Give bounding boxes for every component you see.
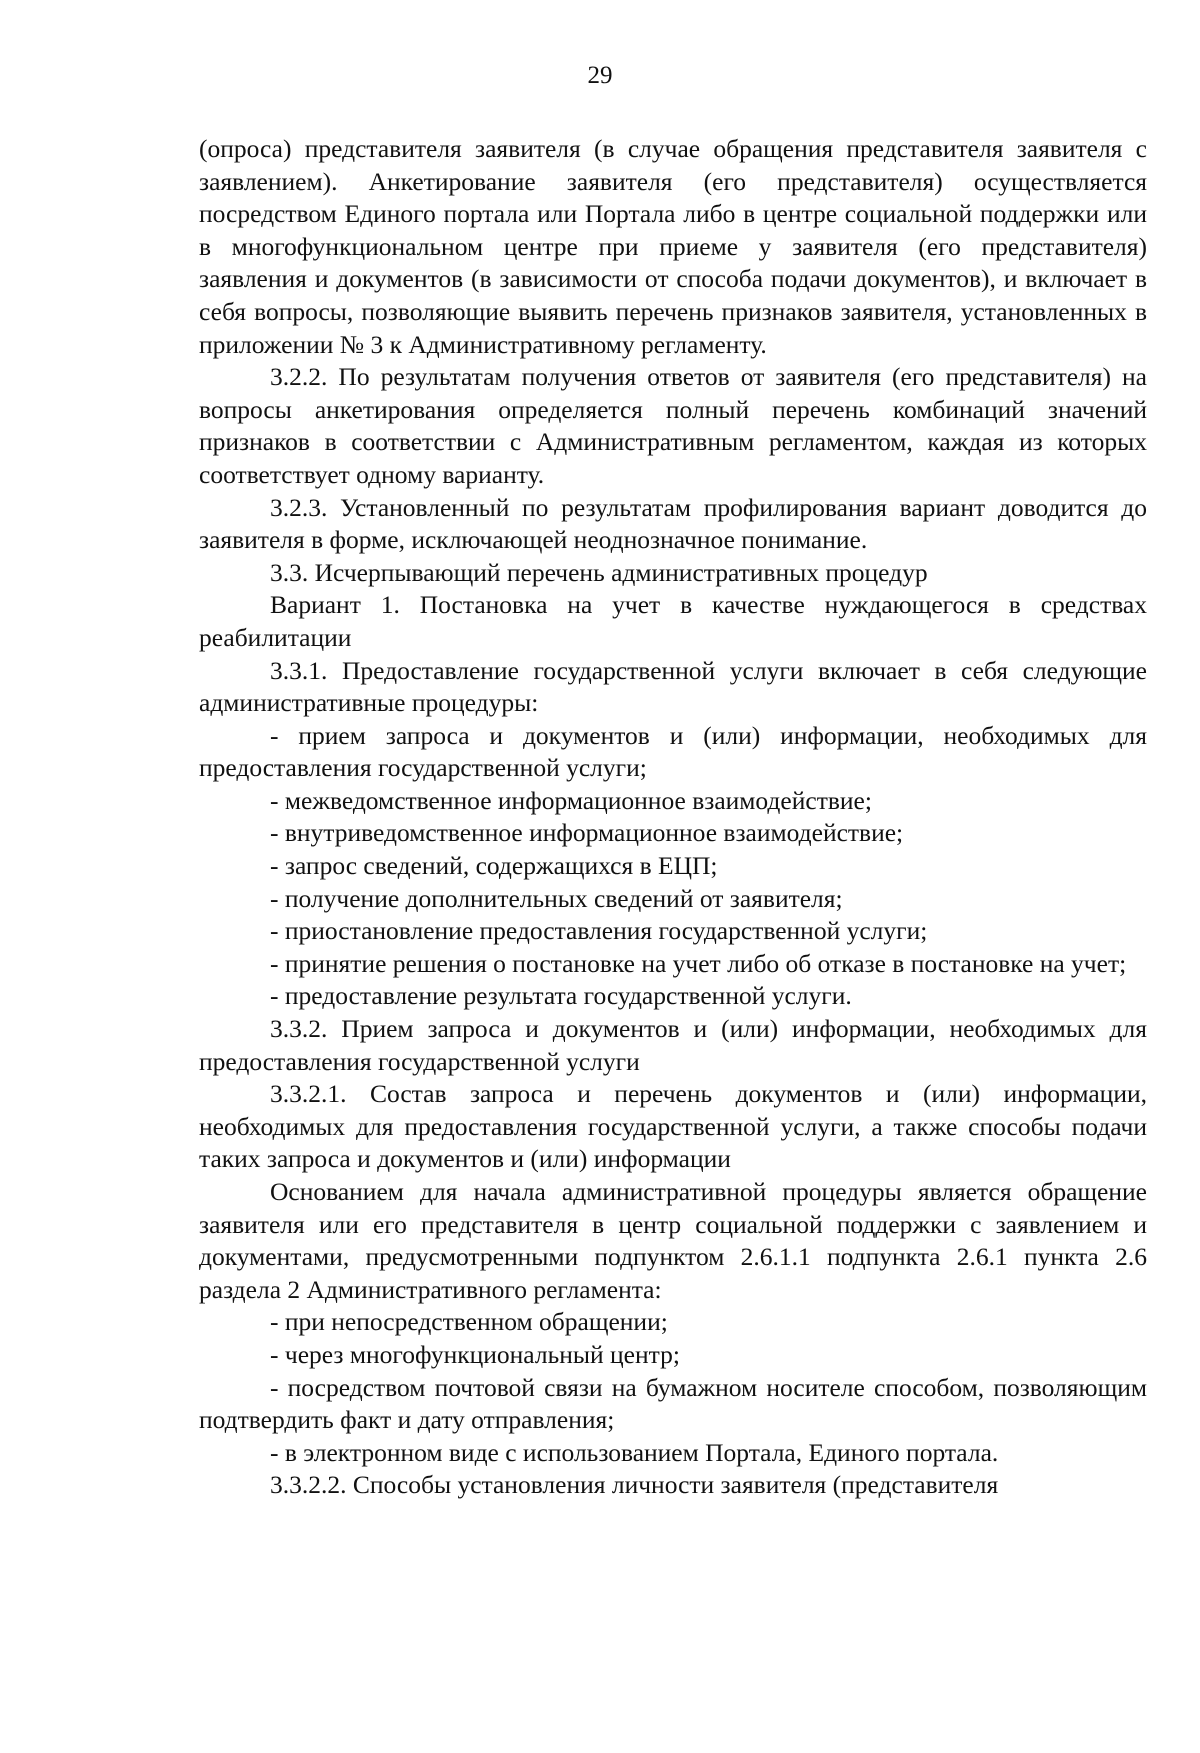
paragraph: 3.2.3. Установленный по результатам профилирования вариант доводится до заявителя в форме, исключающей неоднозначное понимание. xyxy=(199,492,1147,555)
paragraph: - приостановление предоставления государственной услуги; xyxy=(270,916,928,946)
paragraph: - межведомственное информационное взаимодействие; xyxy=(270,785,872,815)
paragraph: Вариант 1. Постановка на учет в качестве нуждающегося в средствах реабилитации xyxy=(199,590,1147,652)
paragraph: 3.3.2. Прием запроса и документов и (или) информации, необходимых для предоставления государственной услуги xyxy=(199,1014,1147,1076)
paragraph: 3.3. Исчерпывающий перечень административных процедур xyxy=(270,557,928,587)
paragraph: - запрос сведений, содержащихся в ЕЦП; xyxy=(270,851,718,881)
paragraph: - при непосредственном обращении; xyxy=(270,1307,668,1337)
paragraph: 3.3.1. Предоставление государственной услуги включает в себя следующие административные процедуры: xyxy=(199,655,1147,718)
paragraph: (опроса) представителя заявителя (в случае обращения представителя заявителя с заявлением). Анкетирование заявителя (его представителя) осуществляется посредством Единого портала или Портала либо в центре социальной поддержки или в многофункциональном центре при приеме у заявителя (его представителя) заявления и документов (в зависимости от способа подачи документов), и включает в себя вопросы, позволяющие выявить перечень признаков заявителя, установленных в приложении № 3 к Административному регламенту. xyxy=(199,134,1147,359)
paragraph: - посредством почтовой связи на бумажном носителе способом, позволяющим подтвердить факт и дату отправления; xyxy=(199,1372,1147,1435)
paragraph: - внутриведомственное информационное взаимодействие; xyxy=(270,818,904,848)
page-number: 29 xyxy=(587,62,613,89)
paragraph: - прием запроса и документов и (или) информации, необходимых для предоставления государственной услуги; xyxy=(199,720,1147,783)
document-body xyxy=(199,133,1147,1502)
paragraph: - принятие решения о постановке на учет либо об отказе в постановке на учет; xyxy=(270,948,1127,978)
paragraph: Основанием для начала административной процедуры является обращение заявителя или его представителя в центр социальной поддержки с заявлением и документами, предусмотренными подпунктом 2.6.1.1 подпункта 2.6.1 пункта 2.6 раздела 2 Административного регламента: xyxy=(199,1177,1147,1304)
paragraph: - в электронном виде с использованием Портала, Единого портала. xyxy=(270,1437,999,1467)
paragraph: 3.3.2.1. Состав запроса и перечень документов и (или) информации, необходимых для предоставления государственной услуги, а также способы подачи таких запроса и документов и (или) информации xyxy=(199,1079,1147,1174)
paragraph: - через многофункциональный центр; xyxy=(270,1339,680,1369)
paragraph: 3.3.2.2. Способы установления личности заявителя (представителя xyxy=(270,1470,999,1500)
paragraph: 3.2.2. По результатам получения ответов от заявителя (его представителя) на вопросы анкетирования определяется полный перечень комбинаций значений признаков в соответствии с Административным регламентом, каждая из которых соответствует одному варианту. xyxy=(199,362,1147,489)
paragraph: - получение дополнительных сведений от заявителя; xyxy=(270,883,843,913)
paragraph: - предоставление результата государственной услуги. xyxy=(270,981,852,1011)
